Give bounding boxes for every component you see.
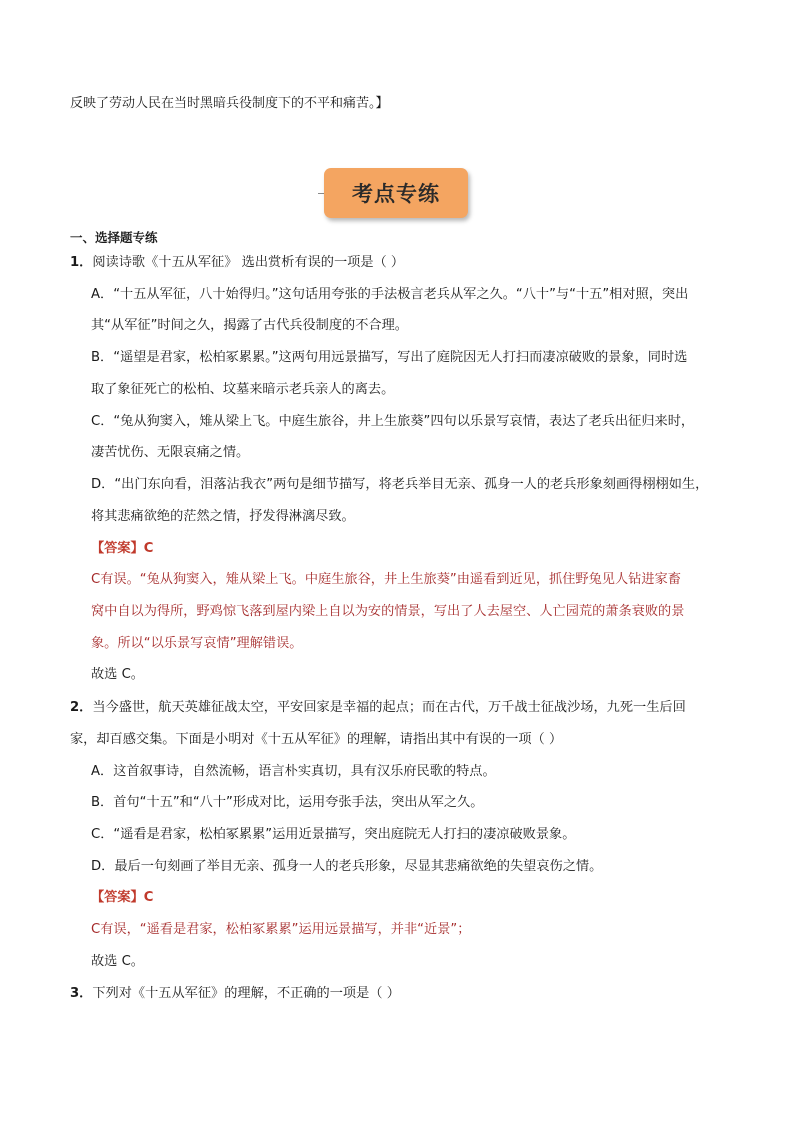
question-2-text: 当今盛世，航天英雄征战太空，平安回家是幸福的起点；而在古代，万千战士征战沙场，九死一生后回	[92, 700, 686, 715]
question-1-option-c-line2: 凄苦忧伤、无限哀痛之情。	[91, 445, 250, 460]
question-2-answer-label: 【答案】C	[91, 890, 154, 905]
question-2-conclusion: 故选 C。	[91, 954, 144, 969]
question-1-option-a-line1: A．“十五从军征，八十始得归。”这句话用夸张的手法极言老兵从军之久。“八十”与“十五”相对照，突出	[91, 287, 689, 302]
section-banner	[324, 168, 468, 218]
question-3-number: 3．	[70, 986, 93, 1001]
question-1-text: 阅读诗歌《十五从军征》 选出赏析有误的一项是（ ）	[92, 255, 405, 270]
question-2-stem-line1	[70, 698, 686, 718]
question-1-option-c-line1: C．“兔从狗窦入，雉从梁上飞。中庭生旅谷，井上生旅葵”四句以乐景写哀情，表达了老兵出征归来时，	[91, 414, 695, 429]
question-1-explanation-line1: C有误。“兔从狗窦入，雉从梁上飞。中庭生旅谷，井上生旅葵”由遥看到近见，抓住野兔见人钻进家畜	[91, 572, 681, 587]
question-2-stem-line2: 家，却百感交集。下面是小明对《十五从军征》的理解，请指出其中有误的一项（ ）	[70, 732, 563, 747]
question-3-text: 下列对《十五从军征》的理解，不正确的一项是（ ）	[92, 986, 400, 1001]
question-2-option-a: A．这首叙事诗，自然流畅，语言朴实真切，具有汉乐府民歌的特点。	[91, 764, 496, 779]
intro-text: 反映了劳动人民在当时黑暗兵役制度下的不平和痛苦。】	[70, 96, 389, 111]
question-1-explanation-line2: 窝中自以为得所，野鸡惊飞落到屋内梁上自以为安的情景，写出了人去屋空、人亡园荒的萧条衰败的景	[91, 604, 685, 619]
question-2-option-b: B．首句“十五”和“八十”形成对比，运用夸张手法，突出从军之久。	[91, 795, 484, 810]
question-2-explanation-line1: C有误，“遥看是君家，松柏冢累累”运用远景描写，并非“近景”；	[91, 922, 471, 937]
question-1-answer-label: 【答案】C	[91, 541, 154, 556]
question-1-option-a-line2: 其“从军征”时间之久，揭露了古代兵役制度的不合理。	[91, 318, 408, 333]
question-2-option-c: C．“遥看是君家，松柏冢累累”运用近景描写，突出庭院无人打扫的凄凉破败景象。	[91, 827, 576, 842]
question-1-number: 1．	[70, 255, 93, 270]
question-1-explanation-line3: 象。所以“以乐景写哀情”理解错误。	[91, 636, 303, 651]
question-3-stem	[70, 984, 400, 1004]
question-2-number: 2．	[70, 700, 93, 715]
question-2-option-d: D．最后一句刻画了举目无亲、孤身一人的老兵形象，尽显其悲痛欲绝的失望哀伤之情。	[91, 859, 603, 874]
question-1-stem	[70, 253, 404, 273]
question-1-conclusion: 故选 C。	[91, 667, 144, 682]
question-1-option-d-line1: D．“出门东向看，泪落沾我衣”两句是细节描写，将老兵举目无亲、孤身一人的老兵形象刻画得栩栩如生，	[91, 477, 709, 492]
question-1-option-b-line2: 取了象征死亡的松柏、坟墓来暗示老兵亲人的离去。	[91, 382, 395, 397]
question-1-option-d-line2: 将其悲痛欲绝的茫然之情，抒发得淋漓尽致。	[91, 509, 355, 524]
section-heading: 一、选择题专练	[70, 230, 158, 245]
banner-title: 考点专练	[352, 182, 440, 206]
question-1-option-b-line1: B．“遥望是君家，松柏冢累累。”这两句用远景描写，写出了庭院因无人打扫而凄凉破败的景象，同时选	[91, 350, 688, 365]
